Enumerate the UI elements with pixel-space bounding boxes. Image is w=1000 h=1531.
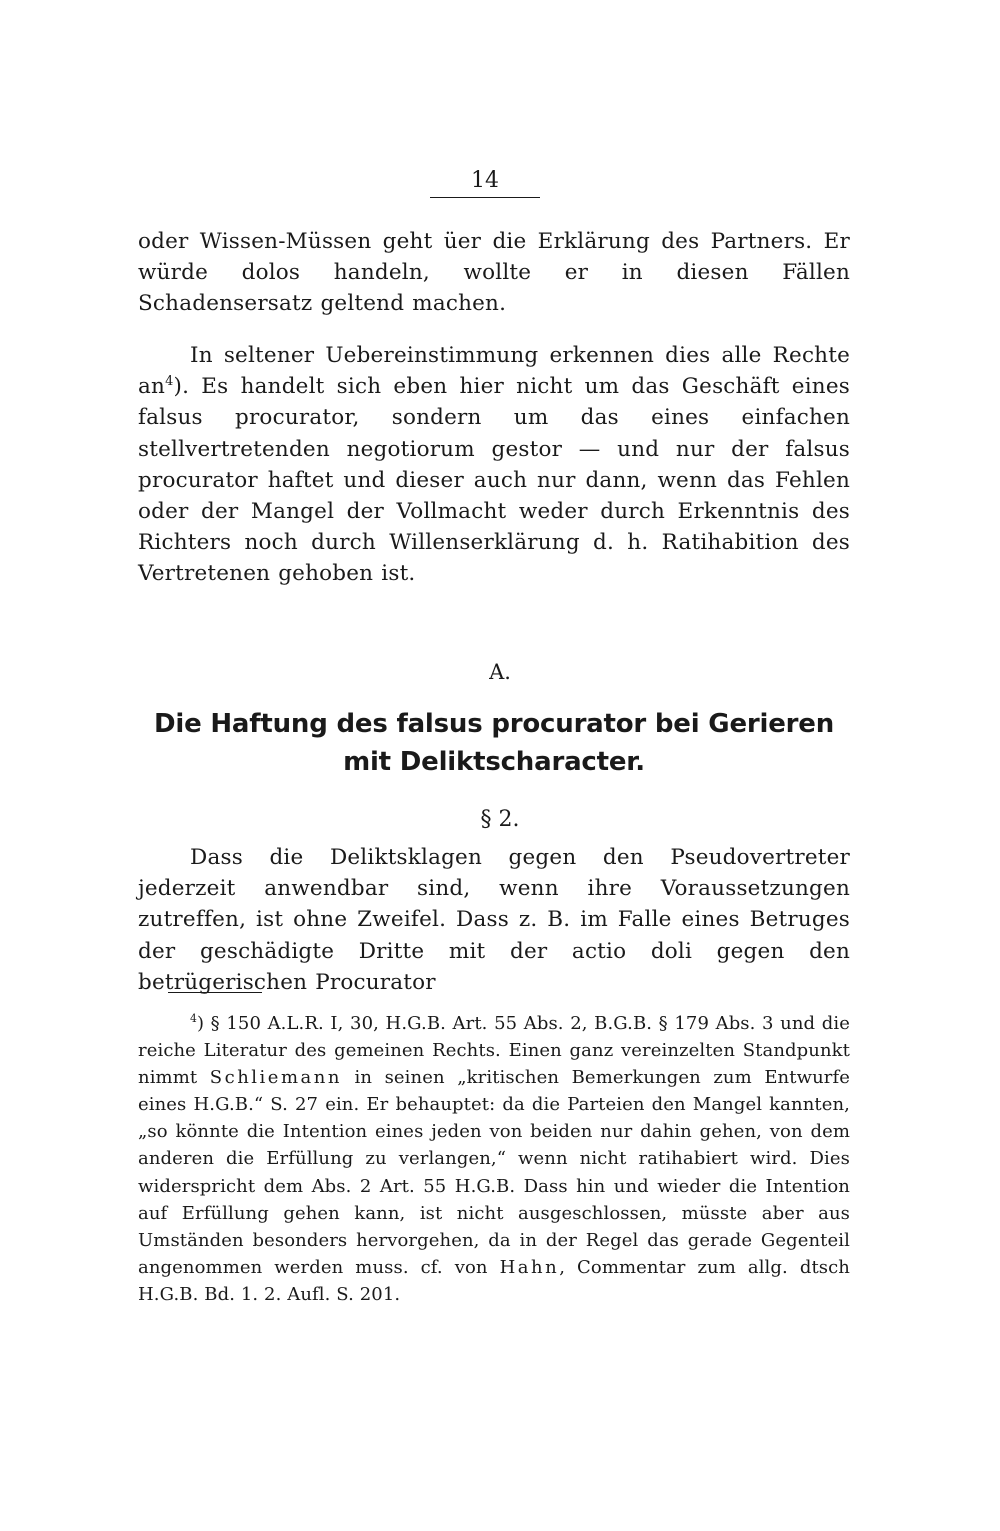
footnote-marker: 4 bbox=[190, 1012, 197, 1025]
page-number-rule bbox=[430, 197, 540, 198]
author-name: Schliemann bbox=[209, 1067, 342, 1089]
section-letter: A. bbox=[489, 660, 511, 684]
page-number: 14 bbox=[471, 168, 499, 193]
paragraph-text: oder Wissen-Müssen geht üer die Erklärung des Partners. Er würde dolos handeln, wollte er in diesen Fällen Schadensersatz geltend machen. bbox=[138, 229, 850, 317]
paragraph-text: Dass die Deliktsklagen gegen den Pseudovertreter jederzeit anwendbar sind, wenn ihre Voraussetzungen zutreffen, ist ohne Zweifel. Dass z. B. im Falle eines Betruges der geschädigte Dritte mit der actio doli gegen den betrügerischen Procurator bbox=[138, 845, 850, 995]
paragraph-text-part: ). Es handelt sich eben hier nicht um das Geschäft eines falsus procurator, sondern um das eines einfachen stellvertretenden negotiorum gestor — und nur der falsus procurator haftet und dieser auch nur dann, wenn das Fehlen oder der Mangel der Vollmacht weder durch Erkenntnis des Richters noch durch Willenserklärung d. h. Ratihabition des Vertretenen gehoben ist. bbox=[138, 374, 850, 587]
footnote bbox=[138, 1010, 850, 1308]
paragraph-delict-actions bbox=[138, 842, 850, 998]
paragraph-sign: § 2. bbox=[480, 807, 520, 832]
footnote-text-part: in seinen „kritischen Bemerkungen zum Entwurfe eines H.G.B.“ S. 27 ein. Er behauptet: da die Parteien den Mangel kannten, „so könnte die Intention eines jeden von beiden nur dahin gehen, von dem anderen die Erfüllung zu verlangen,“ wenn nicht ratihabiert wird. Dies widerspricht dem Abs. 2 Art. 55 H.G.B. Dass hin und wieder die Intention auf Erfüllung gehen kann, ist nicht ausgeschlossen, müsste aber aus Umständen besonders hervorgehen, da in der Regel das gerade Gegenteil angenommen werden muss. cf. von bbox=[138, 1067, 851, 1278]
chapter-title-line1: Die Haftung des falsus procurator bei Gerieren bbox=[153, 709, 835, 739]
author-name: Hahn bbox=[499, 1256, 560, 1278]
chapter-title-line2: mit Deliktscharacter. bbox=[343, 747, 645, 777]
footnote-text-part: , Commentar zum allg. dtsch H.G.B. Bd. 1. 2. Aufl. S. 201. bbox=[138, 1256, 850, 1305]
footnote-rule bbox=[168, 992, 262, 993]
footnote-reference: 4 bbox=[165, 374, 174, 390]
paragraph-text bbox=[138, 340, 850, 590]
footnote-text bbox=[138, 1010, 850, 1308]
chapter-title bbox=[138, 705, 850, 781]
footnote-text-part: ) § 150 A.L.R. I, 30, H.G.B. Art. 55 Abs. 2, B.G.B. § 179 Abs. 3 und die reiche Literatur des gemeinen Rechts. Einen ganz vereinzelten Standpunkt nimmt bbox=[138, 1013, 850, 1089]
paragraph-text-part: In seltener Uebereinstimmung erkennen dies alle Rechte an bbox=[138, 343, 850, 400]
paragraph-continuation bbox=[138, 226, 850, 320]
paragraph-rights-agreement bbox=[138, 340, 850, 590]
